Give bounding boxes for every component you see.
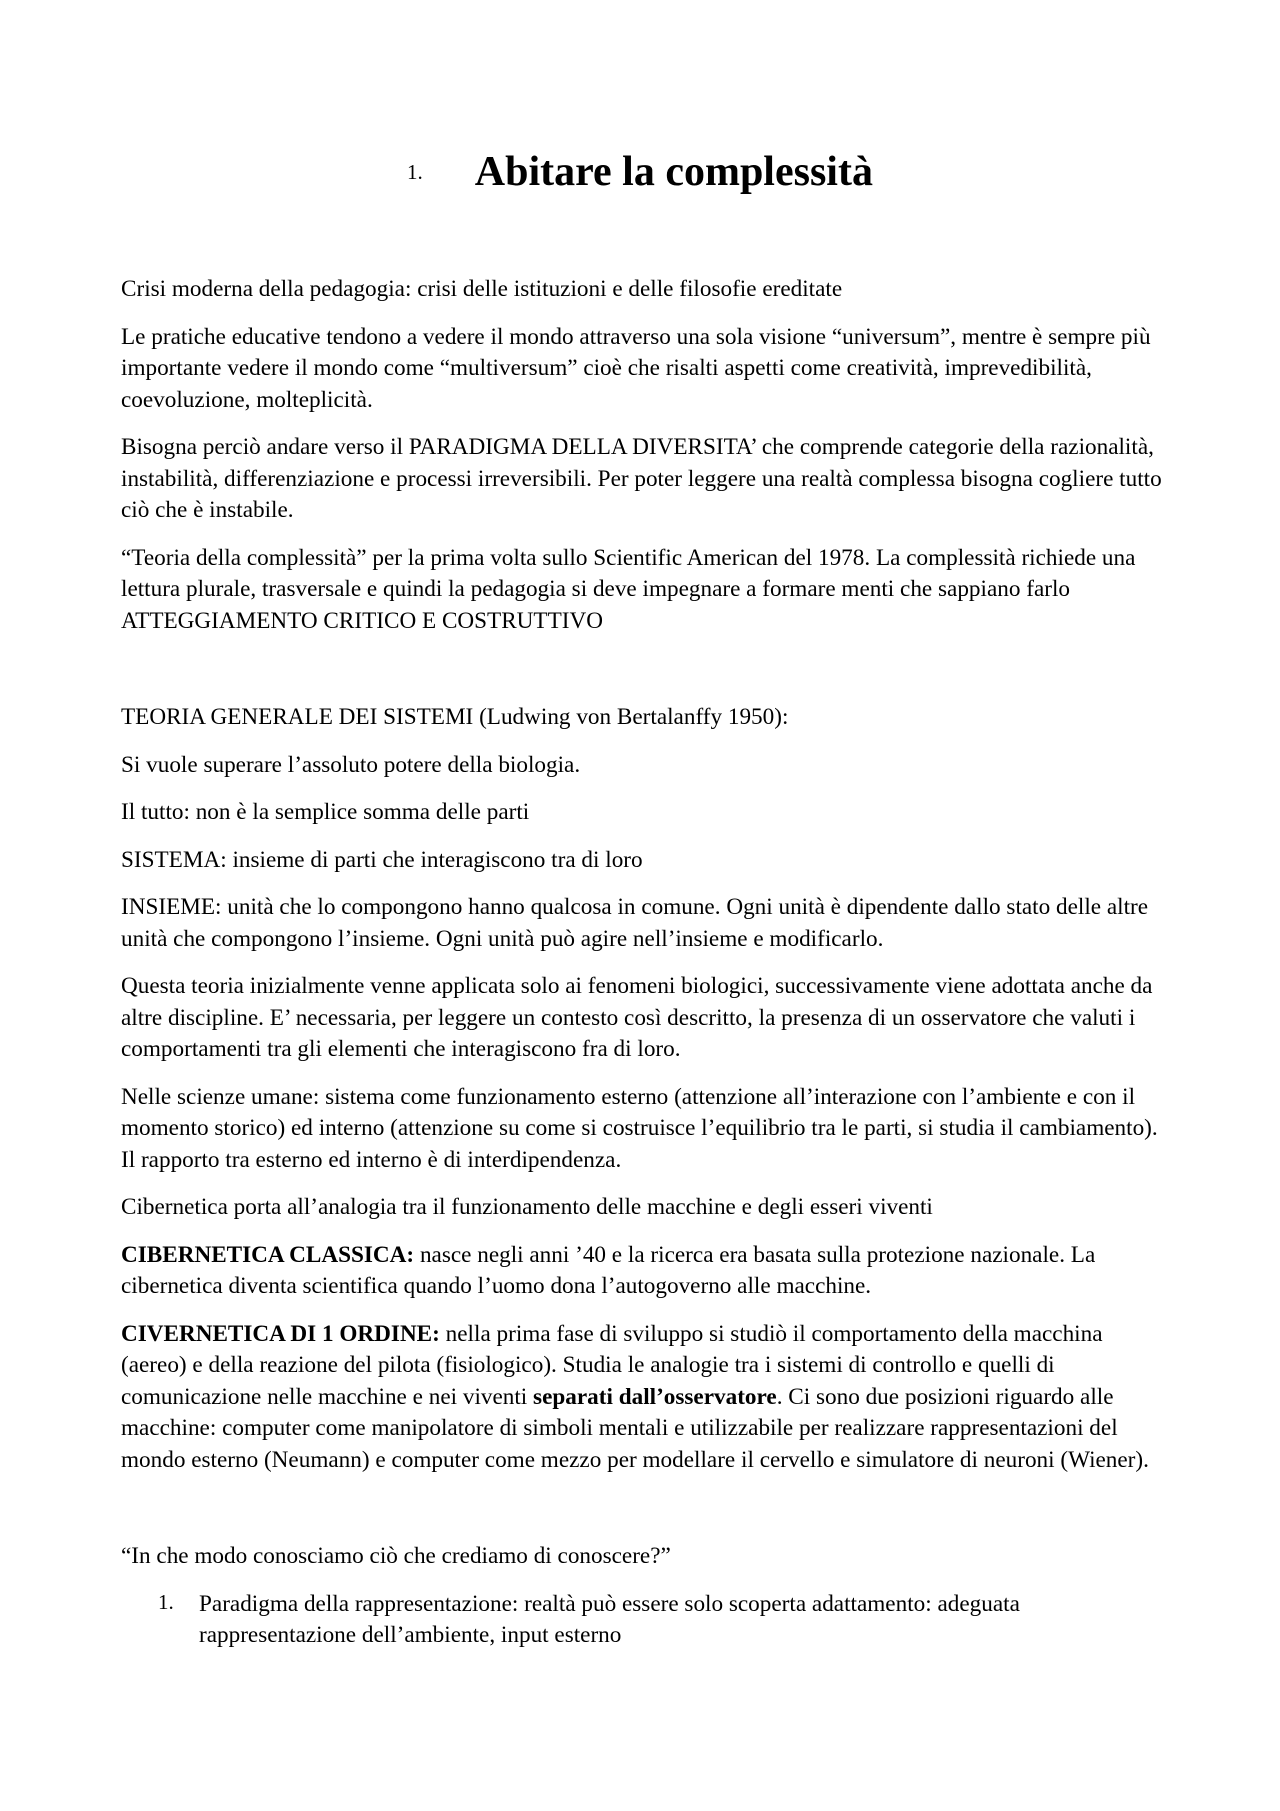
paragraph-insieme: INSIEME: unità che lo compongono hanno qualcosa in comune. Ogni unità è dipendente dallo stato delle altre unità che compongono l’insieme. Ogni unità può agire nell’insieme e modificarlo. [121,894,1149,952]
paragraph-cibernetica: Cibernetica porta all’analogia tra il funzionamento delle macchine e degli esseri viventi [121,1194,933,1220]
paragraph-pratiche: Le pratiche educative tendono a vedere il mondo attraverso una sola visione “universum”, mentre è sempre più importante vedere il mondo come “multiversum” cioè che risalti aspetti come creatività, imprevedibilità, coevoluzione, molteplicità. [121,323,1151,413]
page-title [0,148,1280,196]
term-separati-osservatore: separati dall’osservatore [533,1383,777,1410]
text-cibernetica-classica: nasce negli anni ’40 e la ricerca era basata sulla protezione nazionale. La cibernetica diventa scientifica quando l’uomo dona l’autogoverno alle macchine. [121,1241,1096,1299]
text-primo-ordine-b: . Ci sono due posizioni riguardo alle macchine: computer come manipolatore di simboli mentali e utilizzabile per realizzare rappresentazioni del mondo esterno (Neumann) e computer come mezzo per modellare il cervello e simulatore di neuroni (Wiener). [121,1383,1149,1473]
paragraph-sistema: SISTEMA: insieme di parti che interagiscono tra di loro [121,846,643,873]
paragraph-teoria-complessita: “Teoria della complessità” per la prima volta sullo Scientific American del 1978. La complessità richiede una lettura plurale, trasversale e quindi la pedagogia si deve impegnare a formare menti che sappiano farlo ATTEGGIAMENTO CRITICO E COSTRUTTIVO [121,544,1136,634]
document-body [121,274,1166,1652]
list-item [121,1589,1166,1652]
list-item-number: 1. [158,1589,174,1614]
paragraph-cibernetica-primo-ordine [121,1319,1166,1477]
paragraph-scienze-umane: Nelle scienze umane: sistema come funzionamento esterno (attenzione all’interazione con l’ambiente e con il momento storico) ed interno (attenzione su come si costruisce l’equilibrio tra le parti, si studia il cambiamento). Il rapporto tra esterno ed interno è di interdipendenza. [121,1083,1158,1173]
paragraph-paradigma: Bisogna perciò andare verso il PARADIGMA DELLA DIVERSITA’ che comprende categorie della razionalità, instabilità, differenziazione e processi irreversibili. Per poter leggere una realtà complessa bisogna cogliere tutto ciò che è instabile. [121,434,1162,523]
text-primo-ordine-a: nella prima fase di sviluppo si studiò il comportamento della macchina (aereo) e della reazione del pilota (fisiologico). Studia le analogie tra i sistemi di controllo e quelli di comunicazione nelle macchine e nei viventi [121,1320,1103,1410]
paragraph-fenomeni: Questa teoria inizialmente venne applicata solo ai fenomeni biologici, successivamente viene adottata anche da altre discipline. E’ necessaria, per leggere un contesto così descritto, la presenza di un osservatore che valuti i comportamenti tra gli elementi che interagiscono fra di loro. [121,973,1153,1062]
term-cibernetica-primo-ordine: CIVERNETICA DI 1 ORDINE: [121,1320,440,1347]
list-item-text: Paradigma della rappresentazione: realtà può essere solo scoperta adattamento: adeguata rappresentazione dell’ambiente, input esterno [199,1590,1020,1648]
paragraph-crisi: Crisi moderna della pedagogia: crisi delle istituzioni e delle filosofie ereditate [121,276,843,302]
title-number: 1. [407,159,423,184]
title-text: Abitare la complessità [474,149,873,195]
term-cibernetica-classica: CIBERNETICA CLASSICA: [121,1241,415,1268]
paragraph-biologia: Si vuole superare l’assoluto potere della biologia. [121,751,581,778]
paragraph-cibernetica-classica [121,1240,1166,1303]
paragraph-teoria-sistemi: TEORIA GENERALE DEI SISTEMI (Ludwing von Bertalanffy 1950): [121,704,789,730]
paragraph-domanda: “In che modo conosciamo ciò che crediamo di conoscere?” [121,1543,671,1569]
paragraph-tutto: Il tutto: non è la semplice somma delle parti [121,799,530,825]
